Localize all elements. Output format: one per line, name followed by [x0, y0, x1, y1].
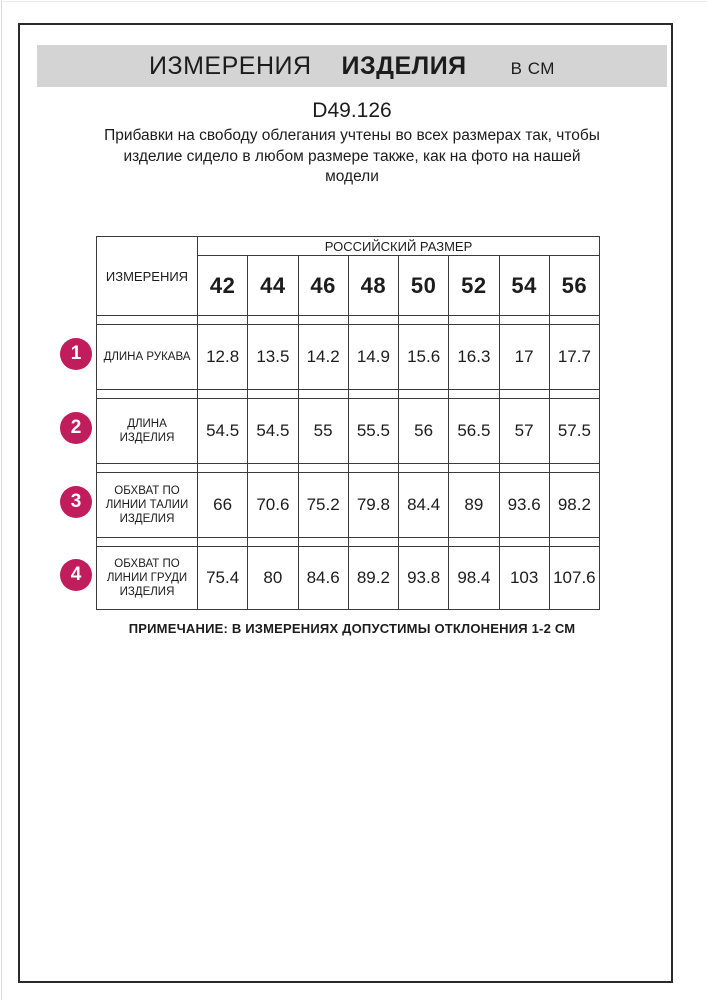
- row-label-line: ОБХВАТ ПО: [114, 485, 180, 497]
- size-column-header: 48: [349, 256, 399, 316]
- row-label: [96, 472, 198, 538]
- value-cell: 84.6: [299, 546, 349, 610]
- grid-line-spacer: [299, 390, 349, 398]
- size-column-header: 54: [500, 256, 550, 316]
- value-cell: 57.5: [550, 398, 600, 464]
- value-cell: 89: [449, 472, 499, 538]
- grid-line-spacer: [96, 390, 198, 398]
- grid-line-spacer: [449, 464, 499, 472]
- grid-line-spacer: [198, 538, 248, 546]
- grid-line-spacer: [198, 316, 248, 324]
- model-code: D49.126: [312, 99, 392, 122]
- row-label-line: ДЛИНА РУКАВА: [103, 351, 191, 363]
- value-cell: 13.5: [248, 324, 298, 390]
- value-cell: 14.9: [349, 324, 399, 390]
- value-cell: 15.6: [399, 324, 449, 390]
- value-cell: 70.6: [248, 472, 298, 538]
- page-title-measurements: ИЗМЕРЕНИЯ: [149, 52, 312, 80]
- table-corner-header: ИЗМЕРЕНИЯ: [96, 236, 198, 316]
- value-cell: 66: [198, 472, 248, 538]
- grid-line-spacer: [550, 464, 600, 472]
- grid-line-spacer: [399, 464, 449, 472]
- row-label-line: ЛИНИИ ТАЛИИ: [105, 499, 189, 511]
- grid-line-spacer: [550, 316, 600, 324]
- value-cell: 107.6: [550, 546, 600, 610]
- page-title-unit: В СМ: [510, 59, 555, 78]
- grid-line-spacer: [299, 316, 349, 324]
- row-number-badge: 2: [60, 412, 92, 444]
- value-cell: 55.5: [349, 398, 399, 464]
- row-number-badge: 4: [60, 559, 92, 591]
- value-cell: 56: [399, 398, 449, 464]
- grid-line-spacer: [248, 538, 298, 546]
- row-label: [96, 398, 198, 464]
- row-label-line: ИЗДЕЛИЯ: [119, 432, 175, 444]
- row-label: [96, 324, 198, 390]
- grid-line-spacer: [500, 390, 550, 398]
- value-cell: 75.4: [198, 546, 248, 610]
- page-title-garment: ИЗДЕЛИЯ: [341, 52, 467, 80]
- row-number-badge: 1: [60, 338, 92, 370]
- value-cell: 55: [299, 398, 349, 464]
- grid-line-spacer: [500, 538, 550, 546]
- grid-line-spacer: [449, 390, 499, 398]
- size-table: [96, 236, 600, 610]
- grid-line-spacer: [500, 316, 550, 324]
- value-cell: 14.2: [299, 324, 349, 390]
- value-cell: 54.5: [198, 398, 248, 464]
- value-cell: 12.8: [198, 324, 248, 390]
- grid-line-spacer: [96, 316, 198, 324]
- grid-line-spacer: [449, 538, 499, 546]
- description-line: изделие сидело в любом размере также, как на фото на нашей: [123, 147, 581, 165]
- value-cell: 17.7: [550, 324, 600, 390]
- row-label-line: ИЗДЕЛИЯ: [119, 513, 175, 525]
- page-edge-shadow-top: [0, 1, 707, 2]
- size-column-header: 44: [248, 256, 298, 316]
- grid-line-spacer: [96, 538, 198, 546]
- title-bar: [37, 45, 667, 87]
- description-line: Прибавки на свободу облегания учтены во всех размерах так, чтобы: [104, 127, 600, 144]
- grid-line-spacer: [399, 316, 449, 324]
- grid-line-spacer: [248, 316, 298, 324]
- description: [0, 126, 704, 188]
- grid-line-spacer: [349, 464, 399, 472]
- row-number-badge: 3: [60, 486, 92, 518]
- grid-line-spacer: [449, 316, 499, 324]
- size-column-header: 46: [299, 256, 349, 316]
- grid-line-spacer: [248, 390, 298, 398]
- grid-line-spacer: [349, 390, 399, 398]
- grid-line-spacer: [96, 464, 198, 472]
- grid-line-spacer: [349, 538, 399, 546]
- grid-line-spacer: [550, 538, 600, 546]
- value-cell: 93.6: [500, 472, 550, 538]
- grid-line-spacer: [299, 538, 349, 546]
- row-label-line: ОБХВАТ ПО: [114, 558, 180, 570]
- grid-line-spacer: [399, 390, 449, 398]
- size-column-header: 56: [550, 256, 600, 316]
- grid-line-spacer: [299, 464, 349, 472]
- value-cell: 84.4: [399, 472, 449, 538]
- value-cell: 89.2: [349, 546, 399, 610]
- value-cell: 80: [248, 546, 298, 610]
- row-label: [96, 546, 198, 610]
- grid-line-spacer: [500, 464, 550, 472]
- value-cell: 75.2: [299, 472, 349, 538]
- value-cell: 98.4: [449, 546, 499, 610]
- row-label-line: ИЗДЕЛИЯ: [119, 586, 175, 598]
- value-cell: 57: [500, 398, 550, 464]
- grid-line-spacer: [349, 316, 399, 324]
- grid-line-spacer: [550, 390, 600, 398]
- value-cell: 17: [500, 324, 550, 390]
- note-text: ПРИМЕЧАНИЕ: В ИЗМЕРЕНИЯХ ДОПУСТИМЫ ОТКЛОНЕНИЯ 1-2 СМ: [128, 621, 576, 636]
- grid-line-spacer: [198, 464, 248, 472]
- value-cell: 79.8: [349, 472, 399, 538]
- value-cell: 93.8: [399, 546, 449, 610]
- value-cell: 16.3: [449, 324, 499, 390]
- grid-line-spacer: [198, 390, 248, 398]
- description-line: модели: [325, 168, 379, 185]
- size-column-header: 50: [399, 256, 449, 316]
- row-label-line: ДЛИНА: [127, 418, 167, 430]
- value-cell: 103: [500, 546, 550, 610]
- value-cell: 56.5: [449, 398, 499, 464]
- grid-line-spacer: [248, 464, 298, 472]
- size-column-header: 42: [198, 256, 248, 316]
- value-cell: 54.5: [248, 398, 298, 464]
- grid-line-spacer: [399, 538, 449, 546]
- row-label-line: ЛИНИИ ГРУДИ: [106, 572, 188, 584]
- size-column-header: 52: [449, 256, 499, 316]
- table-group-header: РОССИЙСКИЙ РАЗМЕР: [198, 236, 600, 256]
- value-cell: 98.2: [550, 472, 600, 538]
